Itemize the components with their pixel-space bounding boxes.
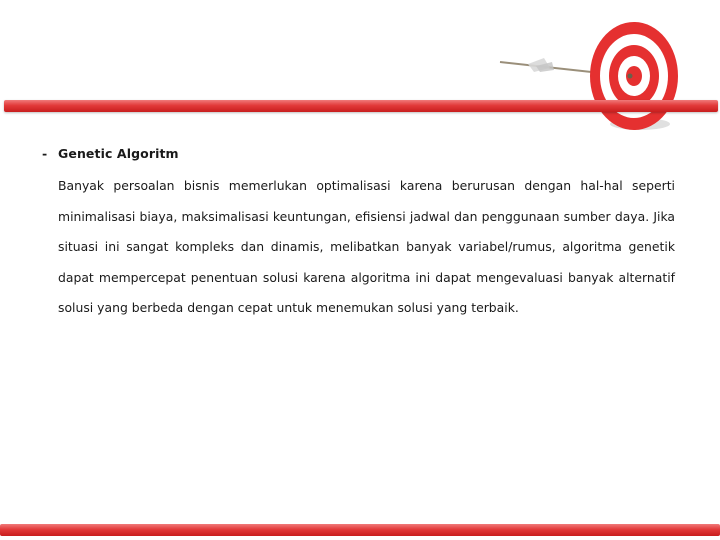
target-arrow-icon	[440, 6, 690, 136]
footer-divider-bar	[0, 524, 720, 536]
bullet-heading-line	[42, 146, 682, 161]
body-paragraph: Banyak persoalan bisnis memerlukan optimalisasi karena berurusan dengan hal-hal seperti minimalisasi biaya, maksimalisasi keuntungan, efisiensi jadwal dan penggunaan sumber daya. Jika situasi ini sangat kompleks dan dinamis, melibatkan banyak variabel/rumus, algoritma genetik dapat mempercepat penentuan solusi karena algoritma ini dapat mengevaluasi banyak alternatif solusi yang berbeda dengan cepat untuk menemukan solusi yang terbaik.	[58, 178, 675, 315]
bullet-heading: Genetic Algoritm	[58, 146, 179, 161]
bullet-dash: -	[42, 146, 48, 161]
arrow-tip	[628, 74, 633, 79]
header-divider-bar	[4, 100, 718, 112]
content-area	[42, 146, 682, 324]
